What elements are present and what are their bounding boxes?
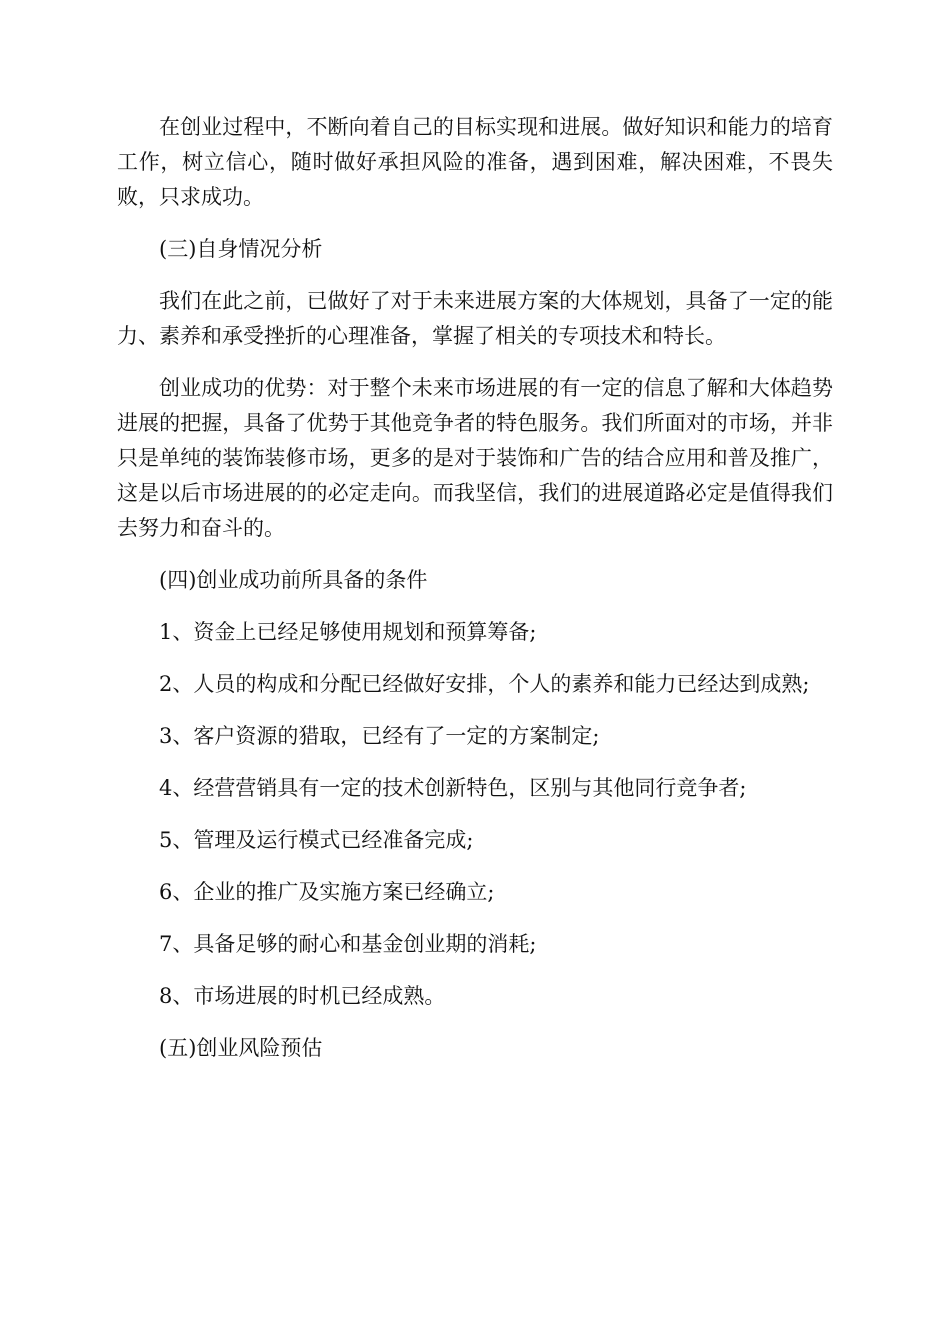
paragraph-self-analysis: 我们在此之前，已做好了对于未来进展方案的大体规划，具备了一定的能力、素养和承受挫折的心理准备，掌握了相关的专项技术和特长。	[117, 289, 833, 348]
section-heading-self-analysis: (三)自身情况分析	[159, 237, 323, 261]
list-item: 8、市场进展的时机已经成熟。	[159, 984, 446, 1008]
list-item: 2、人员的构成和分配已经做好安排，个人的素养和能力已经达到成熟;	[159, 672, 810, 696]
document-page	[117, 110, 833, 1083]
list-item: 3、客户资源的猎取，已经有了一定的方案制定;	[159, 724, 600, 748]
list-item: 7、具备足够的耐心和基金创业期的消耗;	[159, 932, 537, 956]
list-item: 4、经营营销具有一定的技术创新特色，区别与其他同行竞争者;	[159, 776, 747, 800]
paragraph-advantages: 创业成功的优势：对于整个未来市场进展的有一定的信息了解和大体趋势进展的把握，具备了优势于其他竞争者的特色服务。我们所面对的市场，并非只是单纯的装饰装修市场，更多的是对于装饰和广告的结合应用和普及推广，这是以后市场进展的的必定走向。而我坚信，我们的进展道路必定是值得我们去努力和奋斗的。	[117, 376, 833, 540]
list-item: 1、资金上已经足够使用规划和预算筹备;	[159, 620, 537, 644]
list-item: 6、企业的推广及实施方案已经确立;	[159, 880, 495, 904]
list-item: 5、管理及运行模式已经准备完成;	[159, 828, 474, 852]
paragraph-goals: 在创业过程中，不断向着自己的目标实现和进展。做好知识和能力的培育工作，树立信心，随时做好承担风险的准备，遇到困难，解决困难，不畏失败，只求成功。	[117, 115, 833, 209]
section-heading-conditions: (四)创业成功前所具备的条件	[159, 568, 428, 592]
section-heading-risk: (五)创业风险预估	[159, 1036, 323, 1060]
